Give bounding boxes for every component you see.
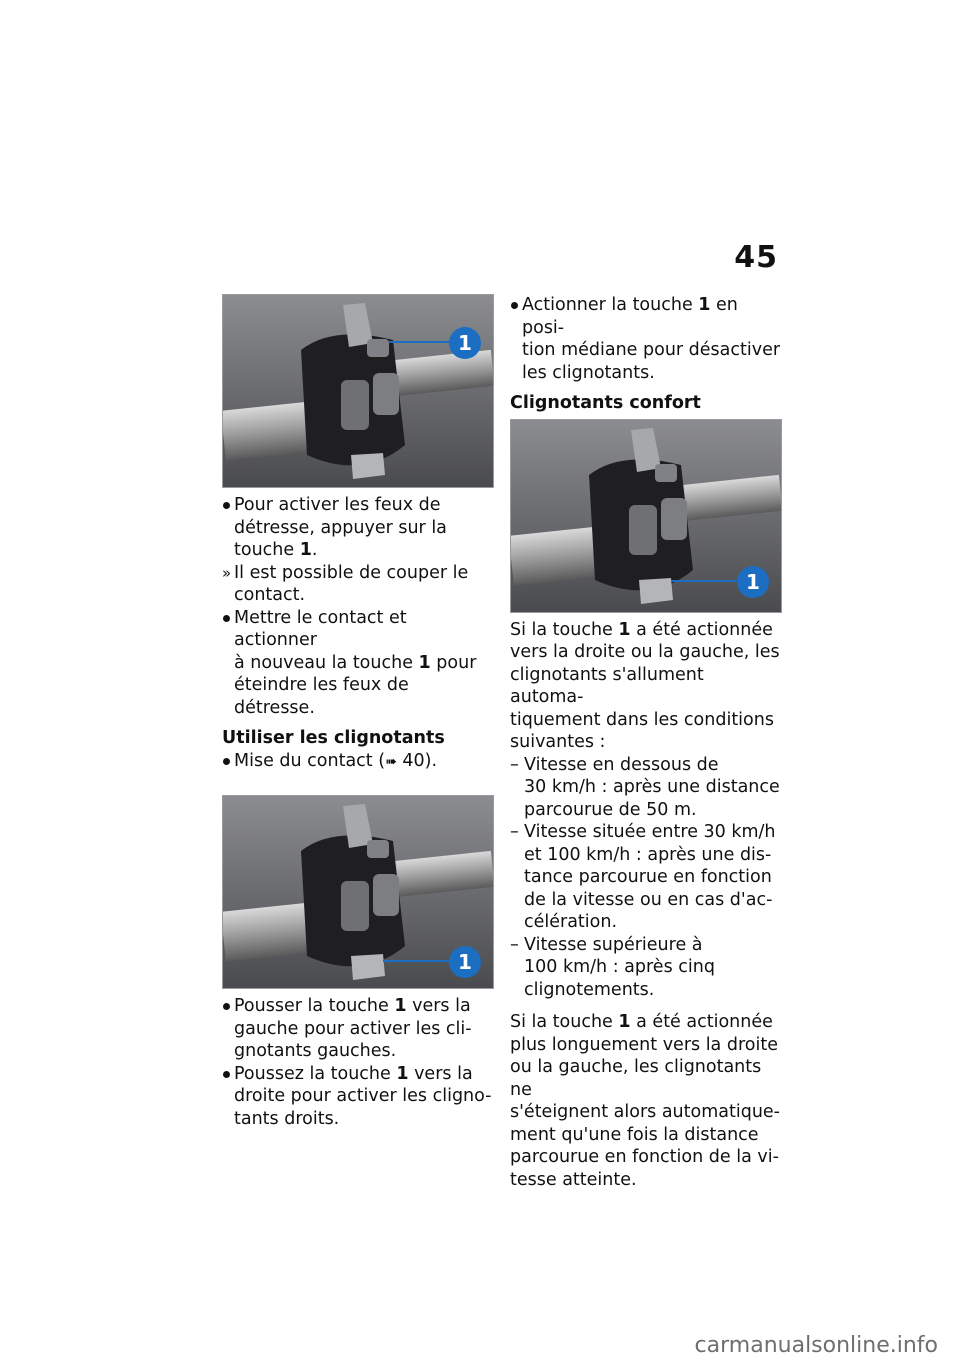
text-line: tiquement dans les conditions [510,709,774,730]
right-column [510,294,782,1191]
text-line: plus longuement vers la droite [510,1034,778,1055]
text-line: Il est possible de couper le [234,562,469,583]
list-item [222,607,494,720]
section-heading: Clignotants confort [510,393,701,413]
text-line: détresse, appuyer sur la [234,517,447,538]
text-line: Vitesse en dessous de [524,754,719,775]
callout-badge-1: 1 [449,327,481,359]
page-reference-arrow-icon: ➠ [385,753,397,770]
text-line: tance parcourue en fonction [524,867,772,887]
list-item [222,1063,494,1131]
callout-line [383,960,449,962]
text-line: gnotants gauches. [234,1041,397,1061]
text-line: de la vitesse ou en cas d'ac- [524,889,773,910]
dash-marker: – [510,754,519,775]
text-line: tesse atteinte. [510,1169,637,1190]
result-item [222,562,494,607]
text-line: les clignotants. [522,362,655,383]
callout-line [389,341,449,343]
text-line: tants droits. [234,1108,340,1129]
text-line: droite pour activer les cligno- [234,1086,492,1106]
result-arrow-icon: » [222,563,232,582]
dash-marker: – [510,822,519,842]
text-line: Si la touche 1 a été actionnée [510,619,773,640]
list-item [222,750,494,774]
text-line: s'éteignent alors automatique- [510,1102,780,1122]
figure-turn-signal-button [222,795,494,989]
text-line: tion médiane pour désactiver [522,340,781,360]
list-item [510,294,782,384]
dash-marker: – [510,934,519,955]
text-line: ou la gauche, les clignotants ne [510,1057,762,1100]
dash-list-item [510,754,782,822]
text-line: clignotements. [524,979,655,1000]
handlebar-switch-illustration [223,295,493,487]
text-line: parcourue en fonction de la vi- [510,1147,779,1167]
text-line: clignotants s'allument automa- [510,664,704,707]
text-line: Pousser la touche 1 vers la [234,996,471,1016]
section-heading: Utiliser les clignotants [222,728,445,748]
figure-comfort-turn-signal [510,419,782,613]
text-line: Poussez la touche 1 vers la [234,1063,473,1084]
text-line: touche 1. [234,540,318,560]
figure-hazard-button [222,294,494,488]
text-line: Vitesse située entre 30 km/h [524,822,776,842]
text-line: Pour activer les feux de [234,495,441,515]
callout-badge-1: 1 [449,946,481,978]
text-line: 100 km/h : après cinq [524,957,715,977]
text-line: Mettre le contact et actionner [234,607,407,650]
list-item [222,494,494,562]
callout-badge-1: 1 [737,566,769,598]
page-number: 45 [734,240,778,275]
text-line: 30 km/h : après une distance [524,777,780,797]
paragraph [510,1011,782,1191]
text-line: célération. [524,912,618,932]
text-line: Actionner la touche 1 en posi- [522,295,738,338]
text-line: Si la touche 1 a été actionnée [510,1012,773,1032]
text-line: parcourue de 50 m. [524,799,697,820]
text-line: et 100 km/h : après une dis- [524,844,772,865]
callout-line [671,580,737,582]
text-line: ment qu'une fois la distance [510,1124,759,1145]
text-line: à nouveau la touche 1 pour [234,652,477,673]
list-item [222,995,494,1063]
text-line: contact. [234,585,306,605]
text-line: suivantes : [510,732,606,752]
text-line: gauche pour activer les cli- [234,1018,472,1039]
watermark: carmanualsonline.info [694,1333,938,1358]
text-line: vers la droite ou la gauche, les [510,642,780,662]
left-column [222,294,494,1130]
text-line: Mise du contact (➠ 40). [234,750,494,774]
paragraph [510,619,782,754]
dash-list-item [510,934,782,1002]
text-line: éteindre les feux de détresse. [234,675,409,718]
dash-list-item [510,821,782,934]
text-line: Vitesse supérieure à [524,934,703,955]
